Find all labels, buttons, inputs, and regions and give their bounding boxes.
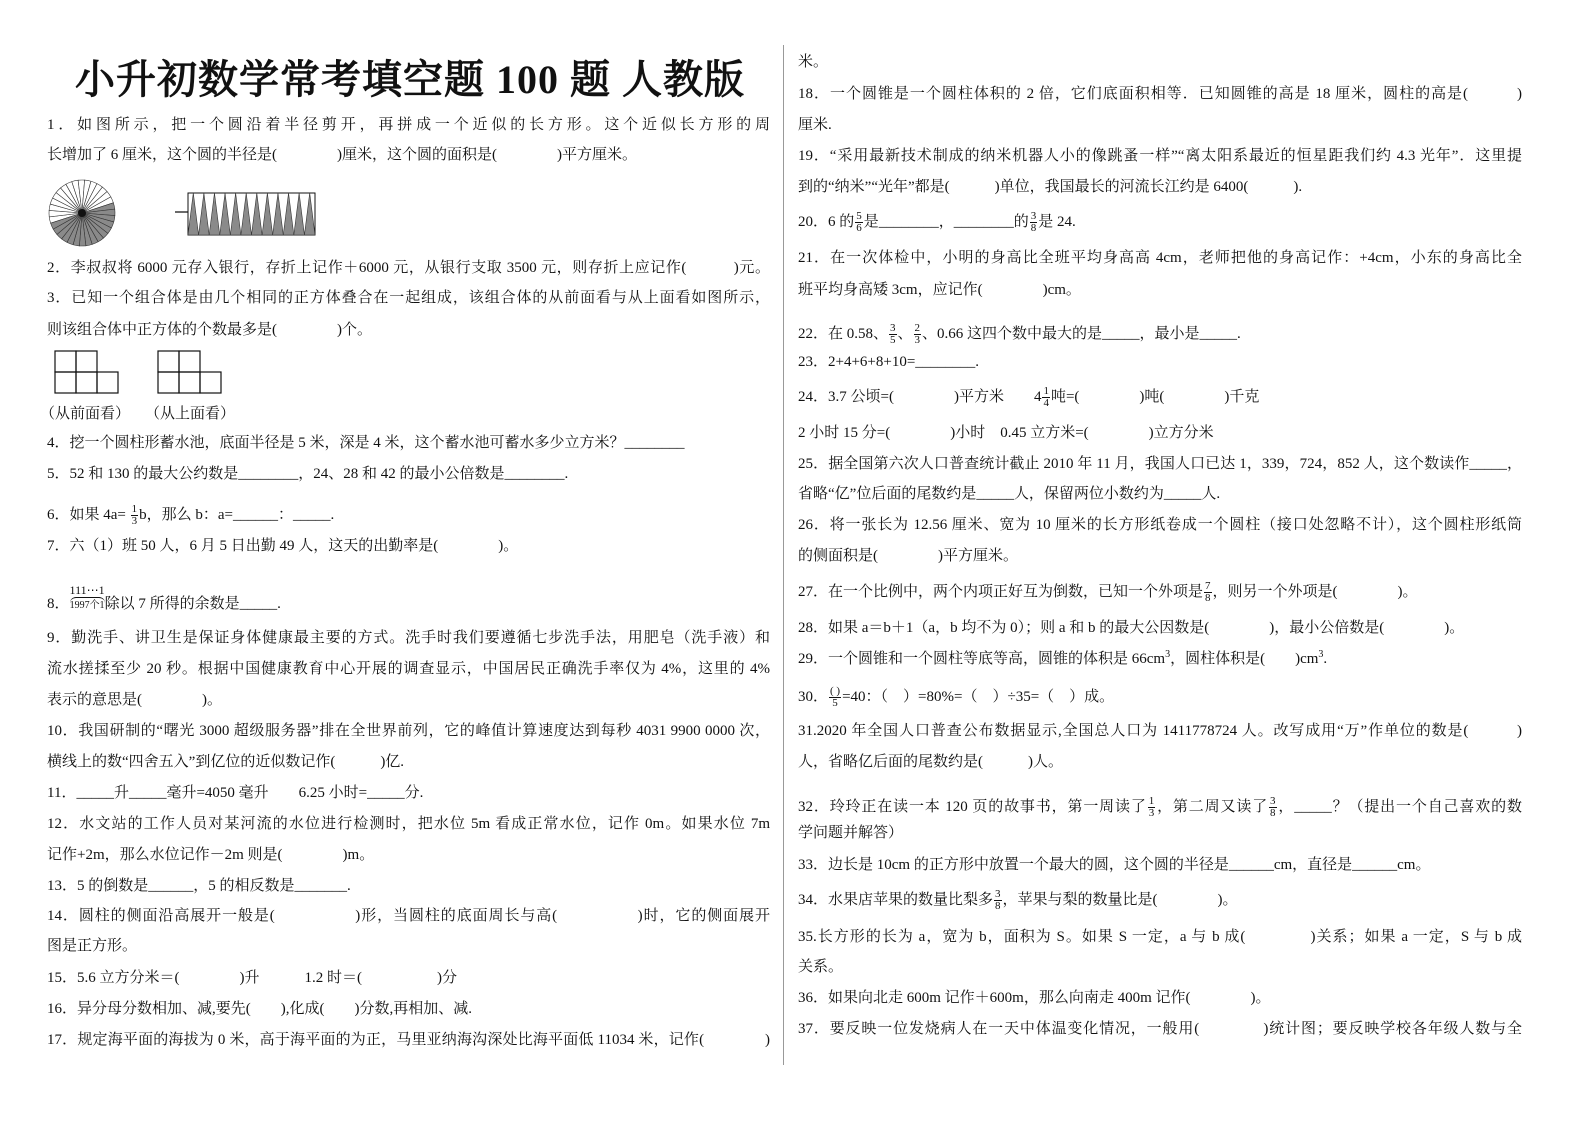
question-text: 则该组合体中正方体的个数最多是( )个。 [47, 322, 372, 338]
question-text: 33．边长是 10cm 的正方形中放置一个最大的圆，这个圆的半径是______cm，直径是______cm。 [798, 857, 1431, 873]
fraction [829, 686, 841, 709]
question-text: 厘米. [798, 117, 832, 133]
question-text: 14．圆柱的侧面沿高展开一般是( )形，当圆柱的底面周长与高( )时，它的侧面展开 [47, 908, 770, 924]
question-line [47, 874, 770, 898]
question-line [798, 421, 1522, 445]
question-text: 9．勤洗手、讲卫生是保证身体健康最主要的方式。洗手时我们要遵循七步洗手法，用肥皂（洗手液）和 [47, 630, 770, 646]
fraction-denominator: 3 [131, 515, 138, 528]
superscript: 3 [1165, 649, 1171, 660]
question-line [798, 986, 1522, 1010]
question-line [798, 246, 1522, 270]
question-line [47, 1028, 770, 1052]
question-text: 27．在一个比例中，两个内项正好互为倒数，已知一个外项是 [798, 584, 1204, 600]
question-line [47, 934, 770, 958]
question-line [47, 503, 770, 527]
fraction-numerator: 3 [890, 322, 896, 335]
question-line [47, 719, 770, 743]
fraction [1042, 386, 1050, 409]
fraction [1030, 211, 1038, 234]
fraction-numerator: ( ) [830, 685, 841, 698]
question-text: 、0.66 这四个数中最大的是_____，最小是_____. [922, 326, 1241, 342]
fraction-denominator: 3 [914, 334, 921, 347]
question-text: 34．水果店苹果的数量比梨多 [798, 892, 994, 908]
column-divider [783, 45, 784, 1065]
question-text: ，圆柱体积是( )cm [1170, 651, 1319, 667]
circle-center [78, 209, 86, 217]
fraction-numerator: 3 [1030, 210, 1037, 223]
question-text: 人，省略亿后面的尾数约是( )人。 [798, 754, 1063, 770]
question-text: 到的“纳米”“光年”都是( )单位，我国最长的河流长江约是 6400( ). [798, 179, 1303, 195]
question-line [47, 843, 770, 867]
question-text: 长增加了 6 厘米，这个圆的半径是( )厘米，这个圆的面积是( )平方厘米。 [47, 147, 637, 163]
question-text: 10．我国研制的“曙光 3000 超级服务器”排在全世界前列，它的峰值计算速度达到每秒 4031 9900 0000 次， [47, 723, 770, 739]
question-line [47, 904, 770, 928]
fraction-numerator: 7 [1205, 580, 1211, 593]
underbrace-number [70, 584, 105, 612]
question-line [47, 431, 770, 455]
question-text: 28．如果 a＝b＋1（a，b 均不为 0）；则 a 和 b 的最大公因数是( )，最小公倍数是( )。 [798, 620, 1465, 636]
question-line [798, 50, 1522, 74]
question-line [798, 452, 1522, 476]
front-view-figure [55, 351, 118, 393]
question-text: =40：（ ）=80%=（ ）÷35=（ ）成。 [842, 689, 1115, 705]
question-text: 4．挖一个圆柱形蓄水池，底面半径是 5 米，深是 4 米，这个蓄水池可蓄水多少立方米？________ [47, 435, 685, 451]
fraction [914, 323, 922, 346]
question-line [47, 113, 770, 137]
question-text: 29．一个圆锥和一个圆柱等底等高，圆锥的体积是 66cm [798, 651, 1166, 667]
question-text: 7．六（1）班 50 人，6 月 5 日出勤 49 人，这天的出勤率是( )。 [47, 538, 519, 554]
question-text: 米。 [798, 54, 829, 70]
question-line [798, 278, 1522, 302]
question-text: 19．“采用最新技术制成的纳米机器人小的像跳蚤一样”“离太阳系最近的恒星距我们约 4.3 光年”．这里提 [798, 148, 1522, 164]
question-text: 32．玲玲正在读一本 120 页的故事书，第一周读了 [798, 799, 1147, 815]
question-text: 班平均身高矮 3cm，应记作( )cm。 [798, 282, 1081, 298]
fraction-denominator: 5 [890, 334, 896, 347]
question-line [798, 925, 1522, 949]
question-line [47, 143, 770, 167]
question-text: 26．将一张长为 12.56 厘米、宽为 10 厘米的长方形纸卷成一个圆柱（接口处忽略不计），这个圆柱形纸筒 [798, 517, 1522, 533]
question-line [798, 853, 1522, 877]
question-line [47, 583, 770, 612]
question-text: ，_____？（提出一个自己喜欢的数 [1277, 799, 1522, 815]
question-text: b，那么 b：a=______：_____. [139, 507, 335, 523]
question-line [798, 385, 1522, 409]
superscript: 3 [1318, 649, 1324, 660]
circle-to-rectangle-figure [45, 176, 325, 252]
question-line [47, 286, 770, 310]
question-text: 18．一个圆锥是一个圆柱体积的 2 倍，它们底面积相等．已知圆锥的高是 18 厘米，圆柱的高是( ) [798, 86, 1522, 102]
question-line [798, 821, 1522, 845]
question-text: 13．5 的倒数是______，5 的相反数是_______. [47, 878, 351, 894]
question-line [798, 955, 1522, 979]
question-line [798, 750, 1522, 774]
question-text: 17．规定海平面的海拔为 0 米，高于海平面的为正，马里亚纳海沟深处比海平面低 11034 米，记作( ) [47, 1032, 770, 1048]
question-line [47, 812, 770, 836]
question-text: 流水搓揉至少 20 秒。根据中国健康教育中心开展的调查显示，中国居民正确洗手率仅为 4%，这里的 4% [47, 661, 770, 677]
question-text: 除以 7 所得的余数是_____. [104, 596, 281, 612]
fraction-denominator: 5 [832, 697, 838, 710]
question-text: 22．在 0.58、 [798, 326, 889, 342]
front-view-label: （从前面看） [40, 406, 131, 422]
fraction-numerator: 3 [1270, 795, 1276, 808]
question-text: 15．5.6 立方分米＝( )升 1.2 时＝( )分 [47, 970, 457, 986]
fraction-numerator: 1 [1043, 385, 1049, 398]
question-text: 的侧面积是( )平方厘米。 [798, 548, 1018, 564]
question-text: ，苹果与梨的数量比是( )。 [1002, 892, 1238, 908]
question-text: 8． [47, 596, 70, 612]
question-text: 3．已知一个组合体是由几个相同的正方体叠合在一起组成，该组合体的从前面看与从上面看如图所示， [47, 290, 770, 306]
question-line [798, 350, 1522, 374]
question-text: 吨=( )吨( )千克 [1050, 389, 1260, 405]
cube-views-figure [50, 348, 250, 398]
fraction-numerator: 1 [1148, 795, 1155, 808]
question-text: 20．6 的 [798, 214, 855, 230]
question-text: 16．异分母分数相加、减,要先( ),化成( )分数,再相加、减. [47, 1001, 472, 1017]
question-line [798, 719, 1522, 743]
question-text: 36．如果向北走 600m 记作＋600m，那么向南走 400m 记作( )。 [798, 990, 1271, 1006]
question-line [798, 795, 1522, 819]
question-line [798, 580, 1522, 604]
question-text: 30． [798, 689, 829, 705]
fraction-denominator: 8 [1030, 222, 1037, 235]
question-line [47, 462, 770, 486]
top-view-label: （从上面看） [145, 406, 236, 422]
question-text: 省略“亿”位后面的尾数约是_____人，保留两位小数约为_____人. [798, 486, 1221, 502]
question-text: . [1323, 651, 1328, 667]
question-line [47, 318, 770, 342]
question-text: 6．如果 4a= [47, 507, 130, 523]
question-line [798, 616, 1522, 640]
question-text: 23．2+4+6+8+10=________. [798, 354, 980, 370]
question-text: 11．_____升_____毫升=4050 毫升 6.25 小时=_____分. [47, 785, 424, 801]
question-text: 表示的意思是( )。 [47, 692, 222, 708]
question-text: 图是正方形。 [47, 938, 138, 954]
repeated-ones: 111⋯1 [69, 583, 105, 597]
question-text: 35.长方形的长为 a，宽为 b，面积为 S。如果 S 一定，a 与 b 成( )关系；如果 a 一定，S 与 b 成 [798, 929, 1522, 945]
question-text: 2 小时 15 分=( )小时 0.45 立方米=( )立方分米 [798, 425, 1214, 441]
fraction [131, 504, 139, 527]
fraction-numerator: 2 [914, 322, 921, 335]
fraction-denominator: 8 [1205, 592, 1211, 605]
question-text: 学问题并解答） [798, 825, 904, 841]
question-line [798, 144, 1522, 168]
question-text: 是 24. [1038, 214, 1076, 230]
fraction-denominator: 4 [1043, 397, 1049, 410]
question-line [798, 113, 1522, 137]
fraction-denominator: 8 [1270, 807, 1276, 819]
question-line [47, 256, 770, 280]
question-text: 21．在一次体检中，小明的身高比全班平均身高高 4cm，老师把他的身高记作：+4cm，小东的身高比全 [798, 250, 1522, 266]
fraction-numerator: 1 [131, 503, 138, 516]
question-text: 12．水文站的工作人员对某河流的水位进行检测时，把水位 5m 看成正常水位，记作 0m。如果水位 7m [47, 816, 770, 832]
question-line [798, 888, 1522, 912]
question-text: 记作+2m，那么水位记作－2m 则是( )m。 [47, 847, 375, 863]
question-line [47, 657, 770, 681]
question-line [798, 82, 1522, 106]
fraction [1148, 796, 1156, 819]
fraction-numerator: 5 [856, 210, 862, 223]
question-line [798, 1017, 1522, 1041]
question-text: ，则另一个外项是( )。 [1212, 584, 1418, 600]
question-text: ，第二周又读了 [1156, 799, 1269, 815]
question-text: 关系。 [798, 959, 844, 975]
fraction-numerator: 3 [995, 888, 1001, 901]
question-text: 2．李叔叔将 6000 元存入银行，存折上记作＋6000 元，从银行支取 3500 元，则存折上应记作( )元。 [47, 260, 770, 276]
fraction-denominator: 3 [1148, 807, 1155, 819]
fraction [1269, 796, 1277, 819]
question-text: 1．如图所示，把一个圆沿着半径剪开，再拼成一个近似的长方形。这个近似长方形的周 [47, 117, 770, 133]
question-line [798, 482, 1522, 506]
question-text: 横线上的数“四舍五入”到亿位的近似数记作( )亿. [47, 754, 405, 770]
question-line [47, 534, 770, 558]
question-line [47, 997, 770, 1021]
fraction [889, 323, 897, 346]
page-title: 小升初数学常考填空题 100 题 人教版 [75, 57, 745, 102]
question-line [47, 688, 770, 712]
question-text: 24．3.7 公顷=( )平方米 4 [798, 389, 1042, 405]
question-line [47, 781, 770, 805]
question-line [798, 175, 1522, 199]
question-line [47, 626, 770, 650]
question-line [798, 210, 1522, 234]
question-text: 31.2020 年全国人口普查公布数据显示,全国总人口为 1411778724 人。改写成用“万”作单位的数是( ) [798, 723, 1522, 739]
question-text: 是________，________的 [863, 214, 1029, 230]
top-view-figure [158, 351, 221, 393]
fraction [855, 211, 863, 234]
fraction [1204, 581, 1212, 604]
question-text: 5．52 和 130 的最大公约数是________，24、28 和 42 的最小公倍数是________. [47, 466, 569, 482]
question-text: 、 [897, 326, 913, 342]
question-line [798, 322, 1522, 346]
question-line [47, 750, 770, 774]
fraction [994, 889, 1002, 912]
question-line [798, 513, 1522, 537]
fraction-denominator: 6 [856, 222, 862, 235]
question-line [47, 966, 770, 990]
question-line [798, 685, 1522, 709]
question-line [798, 647, 1522, 671]
brace-label: 1997个1 [70, 597, 105, 612]
fraction-denominator: 8 [995, 900, 1001, 913]
question-text: 37．要反映一位发烧病人在一天中体温变化情况，一般用( )统计图；要反映学校各年级人数与全 [798, 1021, 1522, 1037]
question-line [798, 544, 1522, 568]
circle-figure [49, 180, 115, 246]
question-text: 25．据全国第六次人口普查统计截止 2010 年 11 月，我国人口已达 1，339，724，852 人，这个数读作_____， [798, 456, 1522, 472]
rectangle-figure [188, 193, 315, 235]
